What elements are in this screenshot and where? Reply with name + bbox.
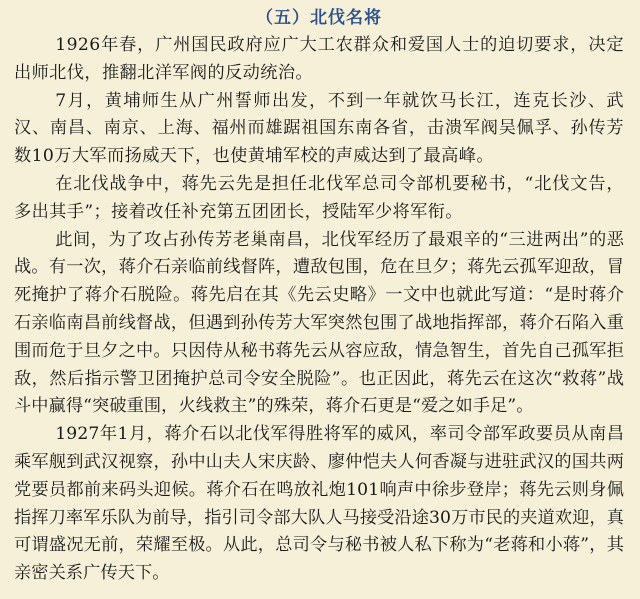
- paragraph-jiang-xianyun-role: 在北伐战争中，蒋先云先是担任北伐军总司令部机要秘书，“北伐文告，多出其手”；接着改任补充第五团团长，授陆军少将军衔。: [14, 173, 624, 222]
- paragraph-1927-january: 1927年1月，蒋介石以北伐军得胜将军的威风，率司令部军政要员从南昌乘军舰到武汉视察，孙中山夫人宋庆龄、廖仲恺夫人何香凝与进驻武汉的国共两党要员都前来码头迎候。蒋介石在鸣放礼炮101响声中徐步登岸；蒋先云则身佩指挥刀率军乐队为前导，指引司令部大队人马接受沿途30万市民的夹道欢迎，真可谓盛况无前，荣耀至极。从此，总司令与秘书被人私下称为“老蒋和小蒋”，其亲密关系广传天下。: [14, 424, 624, 584]
- paragraph-1926-spring: 1926年春，广州国民政府应广大工农群众和爱国人士的迫切要求，决定出师北伐，推翻北洋军阀的反动统治。: [14, 35, 624, 83]
- paragraph-nanchang-battle: 此间，为了攻占孙传芳老巢南昌，北伐军经历了最艰辛的“三进两出”的恶战。有一次，蒋介石亲临前线督阵，遭敌包围，危在旦夕；蒋先云孤军迎敌，冒死掩护了蒋介石脱险。蒋先启在其《先云史略》一文中也就此写道：“是时蒋介石亲临南昌前线督战，但遇到孙传芳大军突然包围了战地指挥部，蒋介石陷入重围而危于旦夕之中。只因侍从秘书蒋先云从容应敌，情急智生，首先自己孤军拒敌，然后指示警卫团掩护总司令安全脱险”。也正因此，蒋先云在这次“救蒋”战斗中赢得“突破重围，火线救主”的殊荣，蒋介石更是“爱之如手足”。: [14, 229, 624, 417]
- paragraph-july-expedition: 7月，黄埔师生从广州誓师出发，不到一年就饮马长江，连克长沙、武汉、南昌、南京、上海、福州而雄踞祖国东南各省，击溃军阀吴佩孚、孙传芳数10万大军而扬威天下，也使黄埔军校的声威达到了最高峰。: [14, 90, 624, 167]
- section-title: （五）北伐名将: [256, 8, 382, 28]
